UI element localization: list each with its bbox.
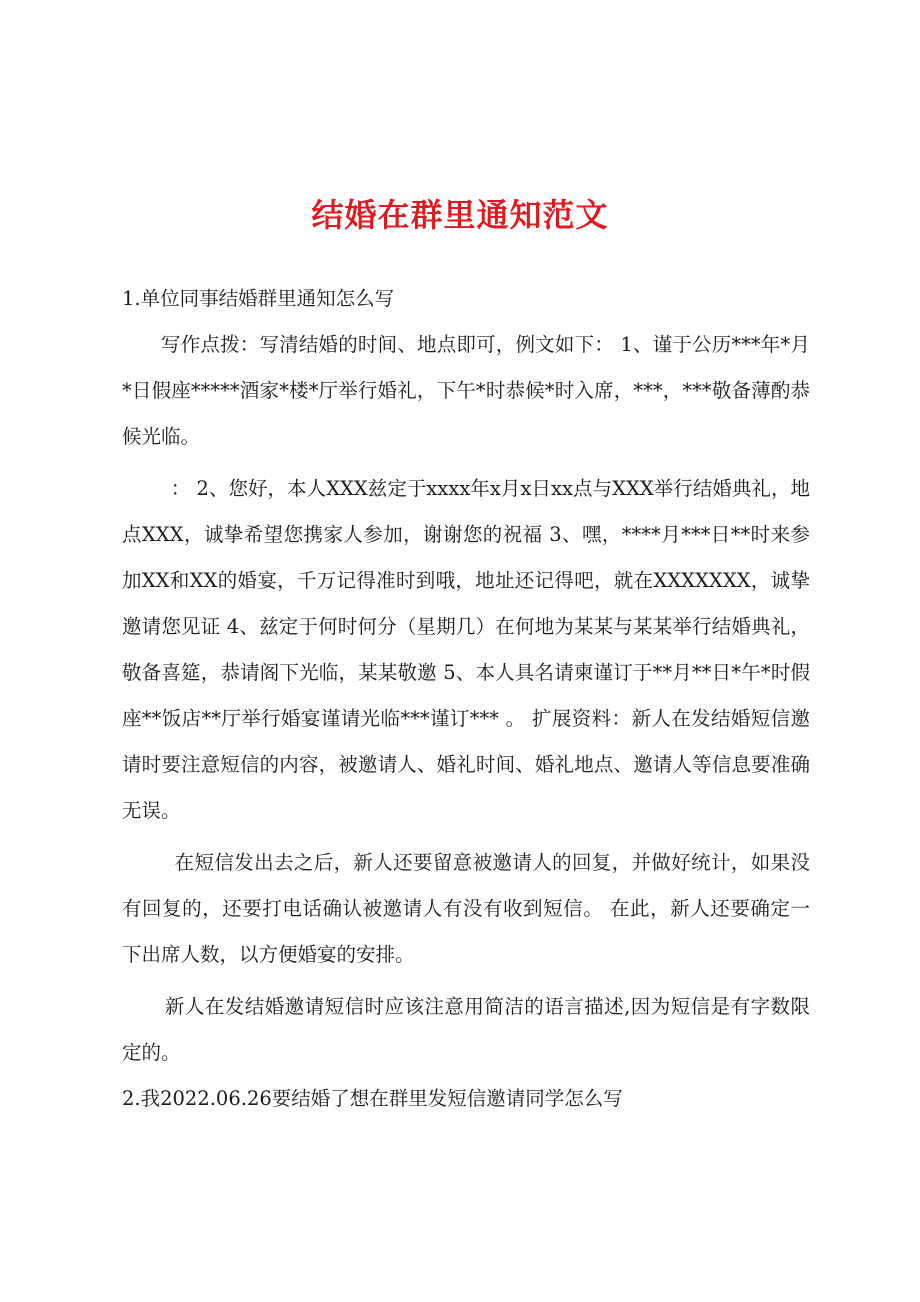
section-heading-2: 2.我2022.06.26要结婚了想在群里发短信邀请同学怎么写 [122,1087,623,1110]
document-body [122,276,810,1122]
section-heading-1: 1.单位同事结婚群里通知怎么写 [122,287,395,310]
paragraph-concise-note: 新人在发结婚邀请短信时应该注意用简洁的语言描述,因为短信是有字数限定的。 [122,995,810,1064]
paragraph-examples: ： 2、您好，本人XXX兹定于xxxx年x月x日xx点与XXX举行结婚典礼，地点XXX，诚挚希望您携家人参加，谢谢您的祝福 3、嘿，****月***日**时来参加XX和XX的婚宴，千万记得准时到哦，地址还记得吧，就在XXXXXXX，诚挚邀请您见证 4、兹定于何时何分（星期几）在何地为某某与某某举行结婚典礼，敬备喜筵，恭请阁下光临，某某敬邀 5、本人具名请柬谨订于**月**日*午*时假座**饭店**厅举行婚宴谨请光临***谨订*** 。 扩展资料：新人在发结婚短信邀请时要注意短信的内容，被邀请人、婚礼时间、婚礼地点、邀请人等信息要准确无误。 [122,477,810,822]
paragraph-writing-tips: 写作点拨：写清结婚的时间、地点即可，例文如下： 1、谨于公历***年*月*日假座*****酒家*楼*厅举行婚礼，下午*时恭候*时入席，***，***敬备薄酌恭候光临。 [122,333,810,448]
paragraph-reply-followup: 在短信发出去之后，新人还要留意被邀请人的回复，并做好统计，如果没有回复的，还要打电话确认被邀请人有没有收到短信。 在此，新人还要确定一下出席人数，以方便婚宴的安排。 [122,851,810,966]
document-title: 结婚在群里通知范文 [311,196,609,234]
